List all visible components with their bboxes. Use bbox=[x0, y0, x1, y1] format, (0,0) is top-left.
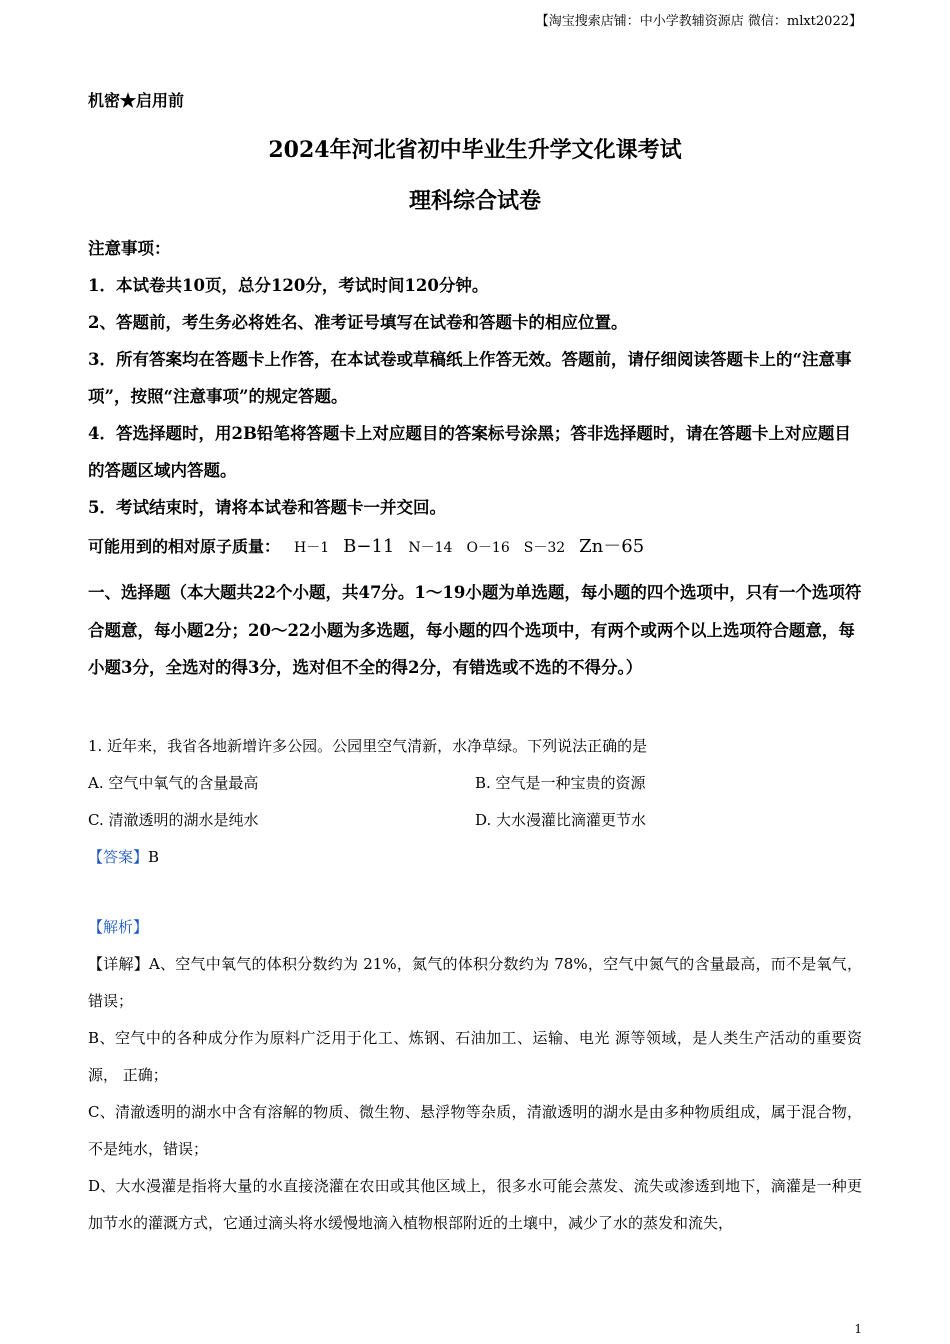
confidential-label: 机密★启用前 bbox=[88, 91, 185, 110]
answer-line bbox=[88, 839, 862, 876]
page-number: 1 bbox=[854, 1322, 862, 1336]
notice-section bbox=[88, 230, 862, 526]
question-stem: 1. 近年来，我省各地新增许多公园。公园里空气清新，水净草绿。下列说法正确的是 bbox=[88, 737, 648, 755]
atomic-mass-line bbox=[88, 532, 862, 558]
option-b: B. 空气是一种宝贵的资源 bbox=[475, 774, 646, 792]
option-d: D. 大水漫灌比滴灌更节水 bbox=[475, 811, 647, 829]
notice-item: 2、答题前，考生务必将姓名、准考证号填写在试卷和答题卡的相应位置。 bbox=[88, 313, 628, 332]
exam-title: 2024年河北省初中毕业生升学文化课考试 bbox=[268, 137, 682, 163]
exam-subtitle: 理科综合试卷 bbox=[408, 188, 541, 214]
atomic-mass-value: Zn－65 bbox=[579, 536, 645, 557]
detail-tag: 【详解】 bbox=[88, 955, 149, 973]
explanation-paragraph bbox=[88, 946, 862, 1020]
section-instructions: 一、选择题（本大题共22个小题，共47分。1～19小题为单选题，每小题的四个选项中，只有一个选项符合题意，每小题2分；20～22小题为多选题，每小题的四个选项中，有两个或两个以上选项符合题意，每小题3分，全选对的得3分，选对但不全的得2分，有错选或不选的不得分。） bbox=[88, 583, 862, 677]
notice-item: 4．答选择题时，用2B铅笔将答题卡上对应题目的答案标号涂黑；答非选择题时，请在答题卡上对应题目的答题区域内答题。 bbox=[88, 424, 851, 480]
answer-tag: 【答案】 bbox=[88, 848, 149, 866]
option-a: A. 空气中氧气的含量最高 bbox=[88, 774, 259, 792]
notice-item: 1．本试卷共10页，总分120分，考试时间120分钟。 bbox=[88, 276, 489, 295]
explanation-paragraph: D、大水漫灌是指将大量的水直接浇灌在农田或其他区域上，很多水可能会蒸发、流失或渗透到地下，滴灌是一种更加节水的灌溉方式，它通过滴头将水缓慢地滴入植物根部附近的土壤中，减少了水的蒸发和流失， bbox=[88, 1177, 862, 1232]
answer-value: B bbox=[148, 848, 160, 866]
atomic-mass-value: H－1 bbox=[294, 540, 330, 556]
explanation-text: A、空气中氧气的体积分数约为 21%，氮气的体积分数约为 78%，空气中氮气的含量最高，而不是氧气，错误； bbox=[88, 955, 862, 1010]
analysis-tag: 【解析】 bbox=[88, 918, 149, 936]
atomic-mass-label: 可能用到的相对原子质量： bbox=[88, 537, 281, 556]
atomic-mass-value: S－32 bbox=[523, 540, 566, 556]
atomic-mass-value: N－14 bbox=[408, 540, 453, 556]
question-1 bbox=[88, 728, 862, 876]
header-note: 【淘宝搜索店铺：中小学教辅资源店 微信：mlxt2022】 bbox=[535, 14, 862, 29]
notice-item: 5．考试结束时，请将本试卷和答题卡一并交回。 bbox=[88, 498, 446, 517]
atomic-mass-value: O－16 bbox=[466, 540, 510, 556]
explanation bbox=[88, 909, 862, 1242]
explanation-paragraph: C、清澈透明的湖水中含有溶解的物质、微生物、悬浮物等杂质，清澈透明的湖水是由多种物质组成，属于混合物，不是纯水，错误； bbox=[88, 1103, 862, 1158]
notice-item: 3．所有答案均在答题卡上作答，在本试卷或草稿纸上作答无效。答题前，请仔细阅读答题卡上的“注意事项”，按照“注意事项”的规定答题。 bbox=[88, 350, 852, 406]
explanation-paragraph: B、空气中的各种成分作为原料广泛用于化工、炼钢、石油加工、运输、电光 源等领域，是人类生产活动的重要资源， 正确； bbox=[88, 1029, 862, 1084]
atomic-mass-value: B−11 bbox=[343, 536, 395, 557]
notice-heading: 注意事项： bbox=[88, 239, 171, 258]
option-c: C. 清澈透明的湖水是纯水 bbox=[88, 811, 259, 829]
